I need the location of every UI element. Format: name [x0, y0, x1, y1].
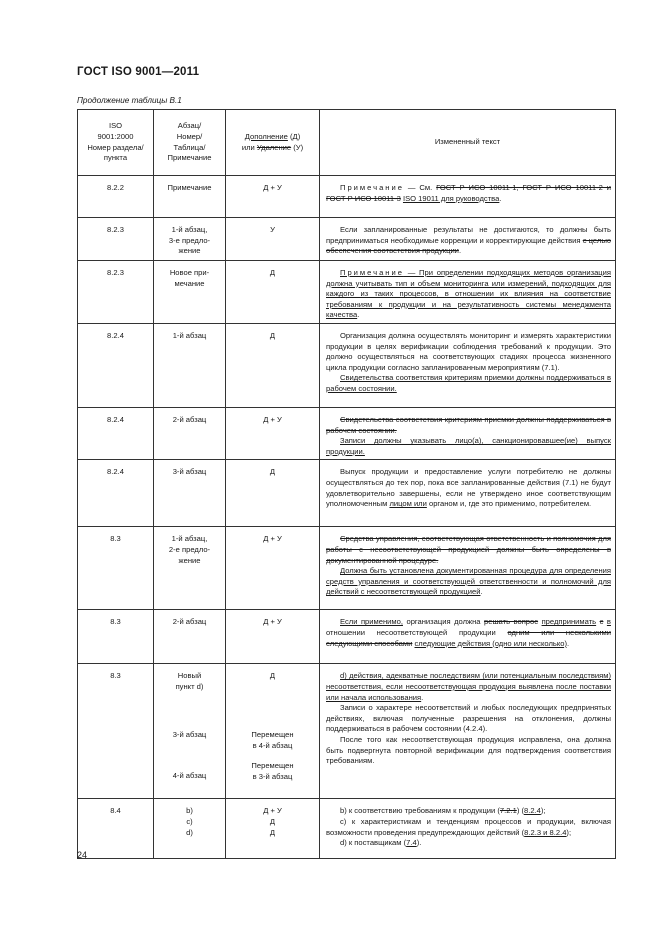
spacer	[226, 751, 319, 761]
cell-clause: 8.2.4	[78, 460, 154, 527]
text-fragment: Выпуск продукции и предоставление услуги потребителю не должны осуществляться до тех пор, пока все запланированные действия (7.1) не будут удовлетворительно завершены, если не утверждено иное соответствующим уполномоченным	[326, 467, 611, 509]
header-action	[226, 110, 320, 176]
cell-action: У	[226, 218, 320, 261]
header-addition-code: (Д)	[287, 131, 301, 141]
table-row	[78, 664, 616, 799]
cell-line: 1-й абзац,	[171, 225, 208, 234]
cell-text	[320, 324, 616, 408]
note-label: Примечание	[340, 268, 404, 277]
text-fragment: организация должна	[402, 617, 484, 627]
cell-paragraph	[154, 218, 226, 261]
cell-line: c)	[186, 816, 193, 826]
cell-paragraph	[154, 261, 226, 324]
added-text: 7.4	[406, 838, 417, 848]
text-fragment: ).	[416, 838, 422, 848]
cell-paragraph	[154, 664, 226, 799]
cell-clause: 8.2.4	[78, 408, 154, 460]
text-fragment: .	[567, 638, 570, 648]
table-row	[78, 460, 616, 527]
added-text: 8.2.4	[523, 806, 541, 816]
added-text: в	[606, 617, 611, 627]
added-text: ISO 19011 для руководства	[402, 193, 500, 203]
added-text: предпринимать	[541, 617, 597, 627]
cell-line: Д	[269, 816, 276, 826]
text-fragment: );	[566, 827, 572, 837]
cell-line: d)	[186, 827, 193, 837]
cell-action: Д	[226, 460, 320, 527]
cell-action	[226, 664, 320, 799]
cell-action: Д + У	[226, 527, 320, 610]
cell-line: 3-е предло-	[168, 235, 211, 245]
header-paragraph-line: Номер/	[176, 131, 203, 141]
cell-line: в 3-й абзац	[252, 771, 293, 781]
deleted-text: Свидетельства соответствия критериям приемки должны поддерживаться в рабочем состоянии.	[326, 415, 611, 435]
added-text: d) действия, адекватные последствиям (или потенциальным последствиям) несоответствия, если несоответствующая продукция выявлена после поставки или начала использования	[326, 671, 611, 702]
header-action-line1	[226, 132, 319, 143]
text-paragraph	[326, 838, 611, 849]
text-fragment: );	[540, 806, 546, 816]
table-row	[78, 799, 616, 859]
cell-text	[320, 799, 616, 859]
header-clause-line: 9001:2000	[97, 131, 134, 141]
header-changed-text: Измененный текст	[320, 110, 616, 176]
cell-action: Д	[226, 261, 320, 324]
text-paragraph	[326, 268, 611, 321]
cell-line: Д + У	[263, 806, 282, 816]
cell-line: Д	[269, 671, 276, 681]
cell-paragraph: Примечание	[154, 176, 226, 218]
deleted-text: одним или несколькими следующими способами	[326, 627, 611, 648]
cell-text	[320, 176, 616, 218]
cell-text	[320, 460, 616, 527]
header-paragraph-line: Таблица/	[173, 142, 206, 152]
added-text: Записи должны указывать лицо(а), санкционировавшее(ие) выпуск продукции.	[326, 436, 611, 456]
cell-action: Д + У	[226, 408, 320, 460]
cell-line: 1-й абзац,	[171, 534, 208, 544]
text-paragraph	[326, 373, 611, 394]
cell-clause: 8.2.4	[78, 324, 154, 408]
text-fragment: c) к характеристикам и тенденциям процессов и продукции, включая возможности проведения предупреждающих действий (	[326, 816, 611, 837]
text-fragment: отношении несоответствующей продукции	[326, 627, 508, 637]
cell-clause: 8.3	[78, 664, 154, 799]
text-fragment: b) к соответствию требованиям к продукции (	[340, 806, 500, 816]
cell-text	[320, 218, 616, 261]
text-fragment: — См.	[403, 183, 437, 192]
added-text: 8.2.3 и 8.2.4	[524, 827, 567, 837]
text-fragment: Если запланированные результаты не достигаются, то должны быть предприниматься необходимые коррекции и корректирующие действия	[326, 225, 611, 245]
cell-line: жение	[178, 555, 201, 565]
cell-text	[320, 261, 616, 324]
text-paragraph	[326, 183, 611, 204]
table-row	[78, 527, 616, 610]
table-row	[78, 610, 616, 664]
cell-line: Новый	[177, 671, 202, 681]
header-addition: Дополнение	[244, 131, 288, 141]
header-action-line2	[226, 143, 319, 154]
cell-paragraph: 3-й абзац	[154, 460, 226, 527]
text-paragraph	[326, 617, 611, 649]
deleted-text: 7.2.1	[499, 806, 517, 816]
added-text: лицом или	[389, 499, 427, 509]
cell-line: b)	[186, 806, 193, 816]
header-clause-line: пункта	[103, 153, 128, 163]
text-fragment: d) к поставщикам (	[340, 838, 407, 848]
header-clause-line: ISO	[108, 121, 123, 131]
added-text: Должна быть установлена документированная процедура для определения средств управления и соответствующей ответственности и полномочий для действий с несоответствующей продукцией	[326, 566, 611, 597]
header-or: или	[241, 142, 257, 152]
cell-action: Д + У	[226, 176, 320, 218]
cell-line: 2-е предло-	[168, 544, 211, 554]
note-label: Примечание	[340, 183, 404, 192]
cell-paragraph	[154, 527, 226, 610]
added-text: Свидетельства соответствия критериям приемки должны поддерживаться в рабочем состоянии.	[326, 373, 611, 393]
header-clause-line: Номер раздела/	[87, 142, 144, 152]
deleted-text: с	[599, 617, 604, 627]
header-deletion-code: (У)	[291, 142, 304, 152]
changes-table	[77, 109, 616, 859]
cell-line: жение	[178, 246, 201, 256]
cell-clause: 8.3	[78, 610, 154, 664]
cell-action: Д + У	[226, 610, 320, 664]
text-fragment: .	[357, 310, 360, 320]
cell-text	[320, 610, 616, 664]
text-paragraph	[326, 817, 611, 838]
text-paragraph: После того как несоответствующая продукция исправлена, она должна быть подвергнута повторной верификации для подтверждения соответствия требованиям.	[326, 734, 611, 766]
page-number: 24	[77, 850, 88, 860]
cell-line: в 4-й абзац	[252, 740, 293, 750]
added-text: следующие действия (одно или несколько)	[414, 638, 567, 648]
spacer	[154, 693, 225, 730]
header-paragraph-line: Абзац/	[177, 121, 202, 131]
cell-clause: 8.3	[78, 527, 154, 610]
text-paragraph	[326, 436, 611, 457]
cell-text	[320, 408, 616, 460]
header-deletion: Удаление	[256, 142, 292, 152]
deleted-text: решать вопрос	[484, 617, 539, 627]
cell-action	[226, 799, 320, 859]
cell-paragraph: 2-й абзац	[154, 408, 226, 460]
text-paragraph	[326, 467, 611, 509]
text-fragment: ) (	[516, 806, 524, 816]
cell-clause: 8.2.3	[78, 261, 154, 324]
added-text: Если применимо,	[340, 617, 403, 627]
cell-paragraph: 1-й абзац	[154, 324, 226, 408]
header-paragraph	[154, 110, 226, 176]
text-paragraph	[326, 671, 611, 703]
text-fragment: .	[421, 692, 424, 702]
deleted-text: ГОСТ Р ИСО 10011-1, ГОСТ Р ИСО 10011-2 и ГОСТ Р ИСО 10011-3	[326, 183, 611, 203]
table-row	[78, 408, 616, 460]
text-paragraph	[326, 415, 611, 436]
cell-clause: 8.2.2	[78, 176, 154, 218]
text-paragraph: Организация должна осуществлять мониторинг и измерять характеристики продукции в целях верификации соблюдения требований к продукции. Это должно осуществляться на соответствующих стадиях процесса жизненного цикла продукции согласно запланированным мероприятиям (7.1).	[326, 331, 611, 372]
added-text	[326, 268, 611, 319]
cell-text	[320, 664, 616, 799]
text-paragraph	[326, 225, 611, 257]
cell-line: Перемещен	[251, 761, 294, 771]
table-header-row	[78, 110, 616, 176]
table-caption: Продолжение таблицы В.1	[77, 96, 182, 105]
cell-paragraph	[154, 799, 226, 859]
text-paragraph	[326, 534, 611, 566]
cell-paragraph: 2-й абзац	[154, 610, 226, 664]
cell-text	[320, 527, 616, 610]
cell-line: 3-й абзац	[172, 729, 207, 739]
cell-line: Д	[269, 827, 276, 837]
cell-line: Новое при-	[169, 268, 210, 277]
text-paragraph	[326, 566, 611, 598]
deleted-text: с целью обеспечения соответствия продукции	[326, 235, 611, 256]
text-paragraph	[326, 806, 611, 817]
added-text: — При определении подходящих методов организация должна учитывать тип и объем мониторинга или измерений, подходящих для каждого из таких процессов, в отношении их влияния на соответствие требованиям к продукции и на результативность системы менеджмента качества	[326, 268, 611, 320]
header-paragraph-line: Примечание	[167, 153, 212, 163]
cell-clause: 8.4	[78, 799, 154, 859]
text-fragment: органом и, где это применимо, потребителем.	[426, 499, 592, 509]
cell-line: мечание	[174, 278, 205, 288]
cell-line: 4-й абзац	[172, 771, 207, 781]
cell-line: пункт d)	[175, 681, 204, 691]
document-title: ГОСТ ISO 9001—2011	[77, 66, 200, 78]
cell-clause: 8.2.3	[78, 218, 154, 261]
deleted-text: Средства управления, соответствующая ответственность и полномочия для работы с несоответствующей продукцией должны быть определены в документированной процедуре.	[326, 534, 611, 565]
changes-table-wrapper	[77, 109, 615, 848]
text-fragment: .	[458, 246, 462, 256]
table-row	[78, 176, 616, 218]
text-fragment: .	[480, 587, 483, 597]
text-paragraph: Записи о характере несоответствий и любых последующих предпринятых действиях, включая полученные разрешения на отклонения, должны поддерживаться в рабочем состоянии (4.2.4).	[326, 703, 611, 734]
header-clause	[78, 110, 154, 176]
spacer	[226, 682, 319, 730]
cell-line: Перемещен	[251, 729, 294, 739]
cell-action: Д	[226, 324, 320, 408]
spacer	[154, 740, 225, 771]
table-row	[78, 324, 616, 408]
text-fragment: .	[499, 193, 502, 203]
table-row	[78, 218, 616, 261]
table-row	[78, 261, 616, 324]
